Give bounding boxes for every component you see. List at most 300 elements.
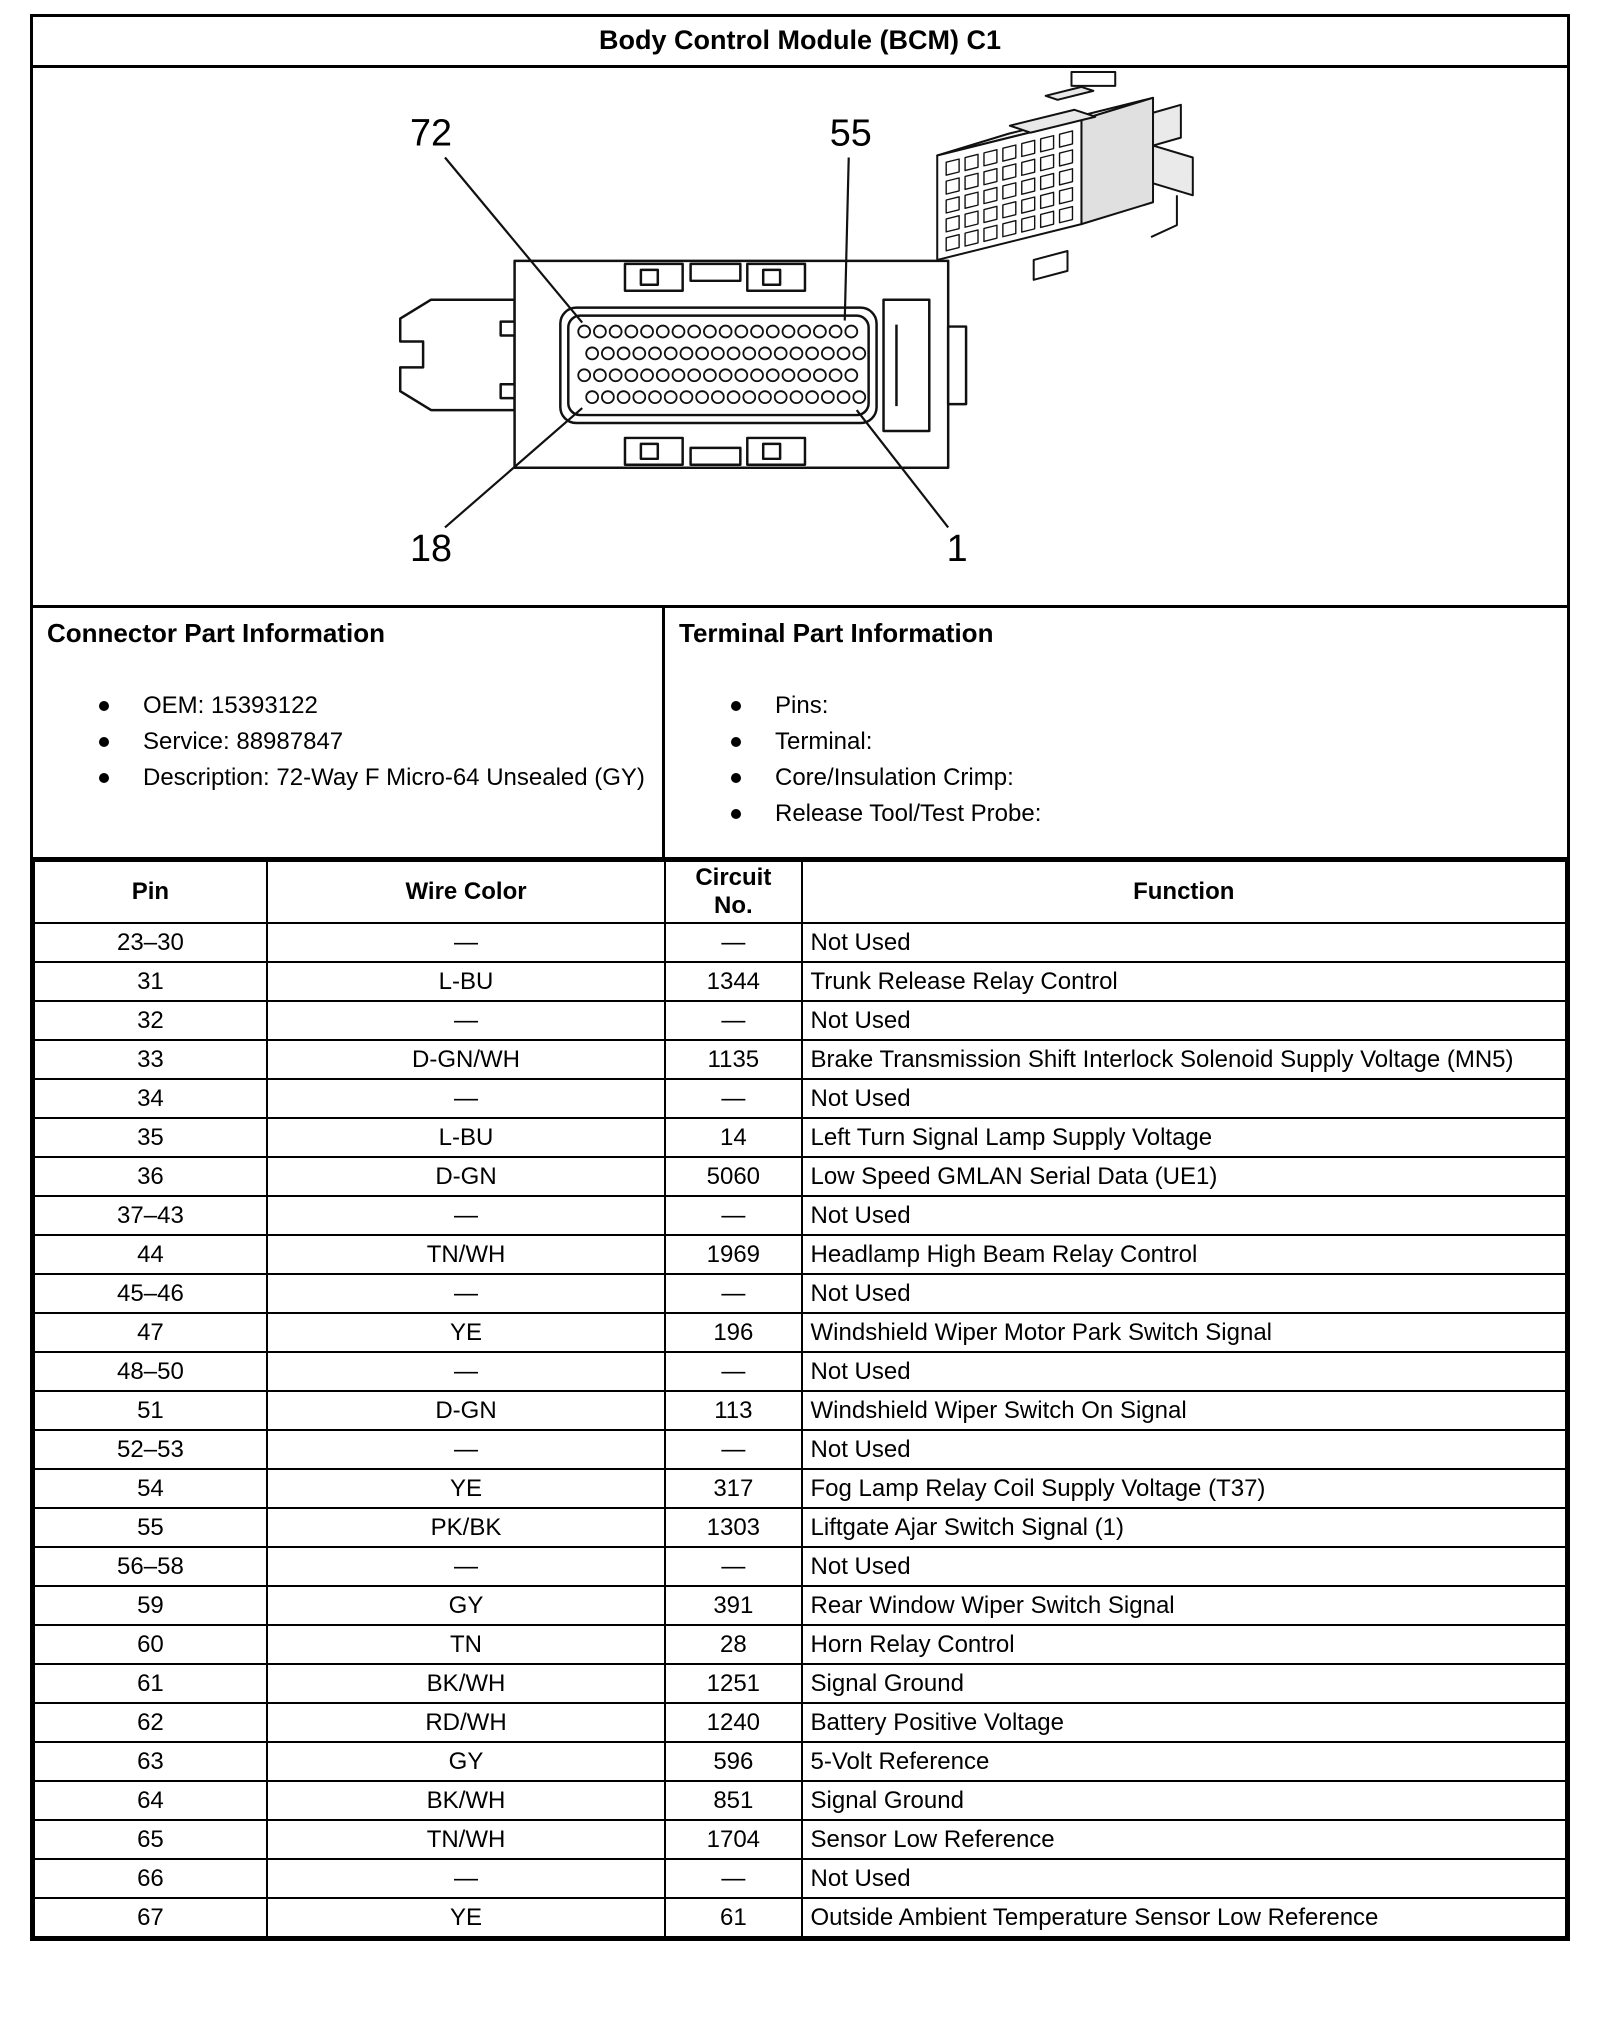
- terminal-pin: [680, 347, 692, 359]
- function-cell: Not Used: [802, 1001, 1566, 1040]
- terminal-slot: [965, 154, 978, 170]
- terminal-pin: [586, 391, 598, 403]
- terminal-slot: [984, 169, 997, 185]
- pin-label-55: 55: [829, 112, 872, 155]
- circuit-no-cell: 851: [665, 1781, 801, 1820]
- terminal-pin: [798, 369, 810, 381]
- table-row: [34, 923, 1566, 962]
- function-cell: Windshield Wiper Motor Park Switch Signal: [802, 1313, 1566, 1352]
- wire-color-cell: YE: [267, 1469, 665, 1508]
- pin-cell: 51: [34, 1391, 267, 1430]
- function-cell: Not Used: [802, 923, 1566, 962]
- table-row: [34, 1391, 1566, 1430]
- pin-cell: 60: [34, 1625, 267, 1664]
- list-item-text: Description: 72-Way F Micro-64 Unsealed (GY): [143, 764, 645, 791]
- terminal-part-info-list: [679, 691, 1553, 829]
- terminal-slot: [1041, 155, 1054, 171]
- pin-cell: 36: [34, 1157, 267, 1196]
- bullet-icon: [99, 773, 109, 783]
- terminal-pin: [775, 347, 787, 359]
- header-circuit-no: [665, 861, 801, 923]
- wire-color-cell: YE: [267, 1898, 665, 1937]
- function-cell: Not Used: [802, 1859, 1566, 1898]
- wire-color-cell: L-BU: [267, 1118, 665, 1157]
- circuit-no-cell: 1240: [665, 1703, 801, 1742]
- terminal-slot: [1003, 202, 1016, 218]
- table-row: [34, 1469, 1566, 1508]
- wire-color-cell: BK/WH: [267, 1781, 665, 1820]
- table-row: [34, 1352, 1566, 1391]
- list-item-text: Service: 88987847: [143, 728, 344, 755]
- 3d-cpa-block: [1153, 105, 1181, 146]
- table-row: [34, 1820, 1566, 1859]
- terminal-pin: [759, 391, 771, 403]
- table-row: [34, 1157, 1566, 1196]
- circuit-no-cell: 596: [665, 1742, 801, 1781]
- terminal-slot: [946, 235, 959, 251]
- table-row: [34, 1781, 1566, 1820]
- pin-cell: 32: [34, 1001, 267, 1040]
- function-cell: Low Speed GMLAN Serial Data (UE1): [802, 1157, 1566, 1196]
- circuit-no-cell: 1251: [665, 1664, 801, 1703]
- bullet-icon: [99, 701, 109, 711]
- list-item: [679, 763, 1553, 793]
- connector-part-information: [33, 608, 665, 857]
- bullet-icon: [731, 701, 741, 711]
- terminal-slot: [1022, 140, 1035, 156]
- table-body: [34, 923, 1566, 1937]
- table-row: [34, 1664, 1566, 1703]
- terminal-part-information: [665, 608, 1567, 857]
- terminal-pin: [798, 326, 810, 338]
- terminal-pin: [712, 391, 724, 403]
- terminal-pin: [610, 326, 622, 338]
- terminal-slot: [984, 187, 997, 203]
- connector-right-compartment: [884, 300, 930, 431]
- terminal-pin: [649, 391, 661, 403]
- terminal-pin: [767, 326, 779, 338]
- terminal-pin: [838, 391, 850, 403]
- terminal-slot: [1060, 131, 1073, 147]
- terminal-slot: [946, 216, 959, 232]
- circuit-no-cell: 196: [665, 1313, 801, 1352]
- pin-function-table: [33, 860, 1567, 1938]
- wire-color-cell: —: [267, 1001, 665, 1040]
- pin-label-72: 72: [410, 112, 453, 155]
- terminal-pin: [751, 326, 763, 338]
- terminal-pin: [625, 326, 637, 338]
- terminal-slot: [965, 230, 978, 246]
- pin-cell: 64: [34, 1781, 267, 1820]
- function-cell: Headlamp High Beam Relay Control: [802, 1235, 1566, 1274]
- pin-cell: 54: [34, 1469, 267, 1508]
- pin-cell: 67: [34, 1898, 267, 1937]
- terminal-slot: [946, 159, 959, 175]
- terminal-pin: [586, 347, 598, 359]
- function-cell: Not Used: [802, 1079, 1566, 1118]
- terminal-pin: [782, 369, 794, 381]
- wire-color-cell: —: [267, 923, 665, 962]
- pin-cell: 37–43: [34, 1196, 267, 1235]
- connector-diagram-svg: [33, 68, 1567, 605]
- terminal-pin: [665, 391, 677, 403]
- terminal-pin: [625, 369, 637, 381]
- wire-color-cell: —: [267, 1859, 665, 1898]
- list-item-text: Terminal:: [775, 728, 873, 755]
- terminal-pin: [602, 347, 614, 359]
- table-row: [34, 1703, 1566, 1742]
- function-cell: Rear Window Wiper Switch Signal: [802, 1586, 1566, 1625]
- circuit-no-cell: 113: [665, 1391, 801, 1430]
- circuit-no-cell: 28: [665, 1625, 801, 1664]
- function-cell: Signal Ground: [802, 1664, 1566, 1703]
- terminal-pin: [775, 391, 787, 403]
- function-cell: Fog Lamp Relay Coil Supply Voltage (T37): [802, 1469, 1566, 1508]
- list-item: [47, 727, 648, 757]
- 3d-wire-hook: [1151, 195, 1177, 237]
- terminal-slot: [1041, 136, 1054, 152]
- circuit-no-cell: —: [665, 1547, 801, 1586]
- terminal-slot: [1060, 150, 1073, 166]
- table-row: [34, 1274, 1566, 1313]
- table-header-row: [34, 861, 1566, 923]
- page-title: [33, 17, 1567, 68]
- latch-rib: [691, 448, 741, 465]
- terminal-pin: [838, 347, 850, 359]
- connector-front-view: [400, 261, 966, 468]
- terminal-pin: [790, 347, 802, 359]
- latch-window: [641, 270, 658, 285]
- header-label: Pin: [131, 878, 170, 905]
- latch-window: [641, 444, 658, 459]
- pin-cell: 52–53: [34, 1430, 267, 1469]
- terminal-pin: [704, 326, 716, 338]
- connector-part-info-heading: Connector Part Information: [47, 618, 386, 648]
- table-row: [34, 962, 1566, 1001]
- bullet-icon: [731, 773, 741, 783]
- terminal-pin: [657, 369, 669, 381]
- wire-color-cell: D-GN/WH: [267, 1040, 665, 1079]
- 3d-foot: [1034, 251, 1068, 280]
- terminal-pin: [712, 347, 724, 359]
- terminal-slot: [984, 225, 997, 241]
- 3d-latch-lever: [1046, 87, 1094, 100]
- connector-left-tab: [400, 300, 514, 410]
- terminal-pin: [735, 369, 747, 381]
- table-row: [34, 1235, 1566, 1274]
- wire-color-cell: GY: [267, 1742, 665, 1781]
- circuit-no-cell: —: [665, 1079, 801, 1118]
- function-cell: Not Used: [802, 1274, 1566, 1313]
- circuit-no-cell: —: [665, 1859, 801, 1898]
- terminal-pin: [743, 391, 755, 403]
- terminal-pin: [578, 326, 590, 338]
- wire-color-cell: D-GN: [267, 1157, 665, 1196]
- function-cell: Windshield Wiper Switch On Signal: [802, 1391, 1566, 1430]
- table-row: [34, 1859, 1566, 1898]
- part-information-row: [33, 608, 1567, 860]
- terminal-slot: [946, 178, 959, 194]
- pin-cell: 23–30: [34, 923, 267, 962]
- table-row: [34, 1586, 1566, 1625]
- terminal-slot: [1060, 207, 1073, 223]
- terminal-pin: [618, 347, 630, 359]
- terminal-pin: [822, 347, 834, 359]
- pin-cell: 31: [34, 962, 267, 1001]
- function-cell: Trunk Release Relay Control: [802, 962, 1566, 1001]
- pin-cell: 34: [34, 1079, 267, 1118]
- pin-cell: 47: [34, 1313, 267, 1352]
- header-wire-color: [267, 861, 665, 923]
- pin-cell: 55: [34, 1508, 267, 1547]
- list-item-text: Core/Insulation Crimp:: [775, 764, 1014, 791]
- latch-window: [763, 270, 780, 285]
- terminal-pin: [610, 369, 622, 381]
- terminal-slot: [965, 173, 978, 189]
- list-item: [679, 727, 1553, 757]
- circuit-no-cell: —: [665, 1352, 801, 1391]
- list-item-text: OEM: 15393122: [143, 692, 318, 719]
- 3d-top-post: [1071, 72, 1115, 86]
- pin-cell: 61: [34, 1664, 267, 1703]
- terminal-pin: [830, 369, 842, 381]
- terminal-pin: [853, 391, 865, 403]
- terminal-slot: [1003, 164, 1016, 180]
- terminal-pin: [822, 391, 834, 403]
- circuit-no-cell: —: [665, 1001, 801, 1040]
- terminal-pin: [649, 347, 661, 359]
- circuit-no-cell: 61: [665, 1898, 801, 1937]
- circuit-no-cell: 1344: [665, 962, 801, 1001]
- pin-cell: 35: [34, 1118, 267, 1157]
- terminal-pin: [782, 326, 794, 338]
- circuit-no-cell: 1969: [665, 1235, 801, 1274]
- terminal-slot: [1022, 197, 1035, 213]
- list-item-text: Pins:: [775, 692, 829, 719]
- function-cell: Signal Ground: [802, 1781, 1566, 1820]
- wire-color-cell: RD/WH: [267, 1703, 665, 1742]
- terminal-slot: [1003, 183, 1016, 199]
- header-label: Function: [1133, 878, 1235, 905]
- circuit-no-cell: 1303: [665, 1508, 801, 1547]
- pin-cell: 62: [34, 1703, 267, 1742]
- terminal-pin: [618, 391, 630, 403]
- header-pin: [34, 861, 267, 923]
- terminal-pin: [853, 347, 865, 359]
- function-cell: Liftgate Ajar Switch Signal (1): [802, 1508, 1566, 1547]
- bullet-icon: [99, 737, 109, 747]
- list-item-text: Release Tool/Test Probe:: [775, 800, 1042, 827]
- wire-color-cell: —: [267, 1430, 665, 1469]
- terminal-slot: [1003, 145, 1016, 161]
- wire-color-cell: —: [267, 1547, 665, 1586]
- terminal-pin: [845, 326, 857, 338]
- function-cell: Not Used: [802, 1547, 1566, 1586]
- wire-color-cell: YE: [267, 1313, 665, 1352]
- pin-cell: 44: [34, 1235, 267, 1274]
- table-row: [34, 1118, 1566, 1157]
- terminal-pin: [665, 347, 677, 359]
- list-item: [679, 691, 1553, 721]
- terminal-slot: [1060, 169, 1073, 185]
- pin-cell: 45–46: [34, 1274, 267, 1313]
- terminal-pin: [759, 347, 771, 359]
- terminal-pin: [728, 391, 740, 403]
- circuit-no-cell: —: [665, 1274, 801, 1313]
- terminal-pin: [720, 369, 732, 381]
- wire-color-cell: PK/BK: [267, 1508, 665, 1547]
- terminal-pin: [767, 369, 779, 381]
- terminal-pin: [728, 347, 740, 359]
- table-row: [34, 1196, 1566, 1235]
- connector-part-info-list: [47, 691, 648, 793]
- pin-cell: 63: [34, 1742, 267, 1781]
- terminal-pin: [594, 369, 606, 381]
- bullet-icon: [731, 737, 741, 747]
- table-row: [34, 1508, 1566, 1547]
- wire-color-cell: —: [267, 1274, 665, 1313]
- terminal-pin: [696, 347, 708, 359]
- terminal-slot: [984, 150, 997, 166]
- wire-color-cell: TN: [267, 1625, 665, 1664]
- terminal-pin: [657, 326, 669, 338]
- terminal-part-info-heading: Terminal Part Information: [679, 618, 994, 648]
- table-row: [34, 1625, 1566, 1664]
- terminal-pin: [704, 369, 716, 381]
- table-row: [34, 1742, 1566, 1781]
- pin-cell: 65: [34, 1820, 267, 1859]
- terminal-pin: [814, 326, 826, 338]
- terminal-slot: [1022, 216, 1035, 232]
- terminal-pin: [814, 369, 826, 381]
- terminal-slot: [965, 211, 978, 227]
- wire-color-cell: D-GN: [267, 1391, 665, 1430]
- function-cell: 5-Volt Reference: [802, 1742, 1566, 1781]
- table-row: [34, 1313, 1566, 1352]
- terminal-pin: [790, 391, 802, 403]
- circuit-no-cell: 1135: [665, 1040, 801, 1079]
- terminal-slot: [1003, 221, 1016, 237]
- pin-cell: 56–58: [34, 1547, 267, 1586]
- terminal-pin: [641, 369, 653, 381]
- list-item: [47, 691, 648, 721]
- connector-3d-view: [937, 72, 1193, 280]
- function-cell: Sensor Low Reference: [802, 1820, 1566, 1859]
- wire-color-cell: TN/WH: [267, 1820, 665, 1859]
- circuit-no-cell: 1704: [665, 1820, 801, 1859]
- pin-cell: 33: [34, 1040, 267, 1079]
- pin-cell: 66: [34, 1859, 267, 1898]
- terminal-pin: [673, 369, 685, 381]
- terminal-pin: [806, 347, 818, 359]
- table-row: [34, 1001, 1566, 1040]
- terminal-pin: [830, 326, 842, 338]
- terminal-pin: [751, 369, 763, 381]
- terminal-pin: [641, 326, 653, 338]
- wire-color-cell: —: [267, 1079, 665, 1118]
- function-cell: Brake Transmission Shift Interlock Solenoid Supply Voltage (MN5): [802, 1040, 1566, 1079]
- terminal-slot: [1060, 188, 1073, 204]
- terminal-pin: [633, 347, 645, 359]
- terminal-slot: [1022, 159, 1035, 175]
- terminal-pin: [578, 369, 590, 381]
- pin-label-18: 18: [410, 528, 453, 571]
- pin-cell: 59: [34, 1586, 267, 1625]
- function-cell: Not Used: [802, 1196, 1566, 1235]
- terminal-pin: [594, 326, 606, 338]
- terminal-pin: [602, 391, 614, 403]
- terminal-pin: [735, 326, 747, 338]
- function-cell: Not Used: [802, 1352, 1566, 1391]
- table-row: [34, 1898, 1566, 1937]
- terminal-slot: [1041, 173, 1054, 189]
- circuit-no-cell: 317: [665, 1469, 801, 1508]
- circuit-no-cell: —: [665, 923, 801, 962]
- terminal-slot: [1022, 178, 1035, 194]
- terminal-pin: [633, 391, 645, 403]
- document-frame: [30, 14, 1570, 1941]
- terminal-slot: [1041, 192, 1054, 208]
- function-cell: Not Used: [802, 1430, 1566, 1469]
- table-row: [34, 1040, 1566, 1079]
- list-item: [47, 763, 648, 793]
- terminal-slot: [946, 197, 959, 213]
- pin-cell: 48–50: [34, 1352, 267, 1391]
- wire-color-cell: GY: [267, 1586, 665, 1625]
- connector-right-tab: [948, 327, 966, 405]
- terminal-pin: [743, 347, 755, 359]
- wire-color-cell: TN/WH: [267, 1235, 665, 1274]
- circuit-no-cell: —: [665, 1196, 801, 1235]
- terminal-slot: [1041, 211, 1054, 227]
- connector-diagram: [33, 68, 1567, 608]
- terminal-pin: [806, 391, 818, 403]
- list-item: [679, 799, 1553, 829]
- table-row: [34, 1079, 1566, 1118]
- wire-color-cell: BK/WH: [267, 1664, 665, 1703]
- terminal-pin: [673, 326, 685, 338]
- 3d-cpa-block: [1153, 146, 1193, 196]
- latch-window: [763, 444, 780, 459]
- terminal-pin: [688, 369, 700, 381]
- circuit-no-cell: 5060: [665, 1157, 801, 1196]
- terminal-pin: [720, 326, 732, 338]
- terminal-pin: [696, 391, 708, 403]
- wire-color-cell: —: [267, 1352, 665, 1391]
- circuit-no-cell: —: [665, 1430, 801, 1469]
- page-title-text: Body Control Module (BCM) C1: [599, 25, 1001, 55]
- circuit-no-cell: 391: [665, 1586, 801, 1625]
- terminal-slot: [984, 206, 997, 222]
- bullet-icon: [731, 809, 741, 819]
- function-cell: Battery Positive Voltage: [802, 1703, 1566, 1742]
- terminal-slot: [965, 192, 978, 208]
- terminal-pin: [688, 326, 700, 338]
- function-cell: Outside Ambient Temperature Sensor Low Reference: [802, 1898, 1566, 1937]
- header-label: Circuit No.: [695, 864, 772, 919]
- table-row: [34, 1430, 1566, 1469]
- terminal-pin: [680, 391, 692, 403]
- terminal-pin: [845, 369, 857, 381]
- function-cell: Horn Relay Control: [802, 1625, 1566, 1664]
- wire-color-cell: —: [267, 1196, 665, 1235]
- function-cell: Left Turn Signal Lamp Supply Voltage: [802, 1118, 1566, 1157]
- latch-rib: [691, 264, 741, 281]
- table-row: [34, 1547, 1566, 1586]
- header-label: Wire Color: [405, 878, 527, 905]
- wire-color-cell: L-BU: [267, 962, 665, 1001]
- header-function: [802, 861, 1566, 923]
